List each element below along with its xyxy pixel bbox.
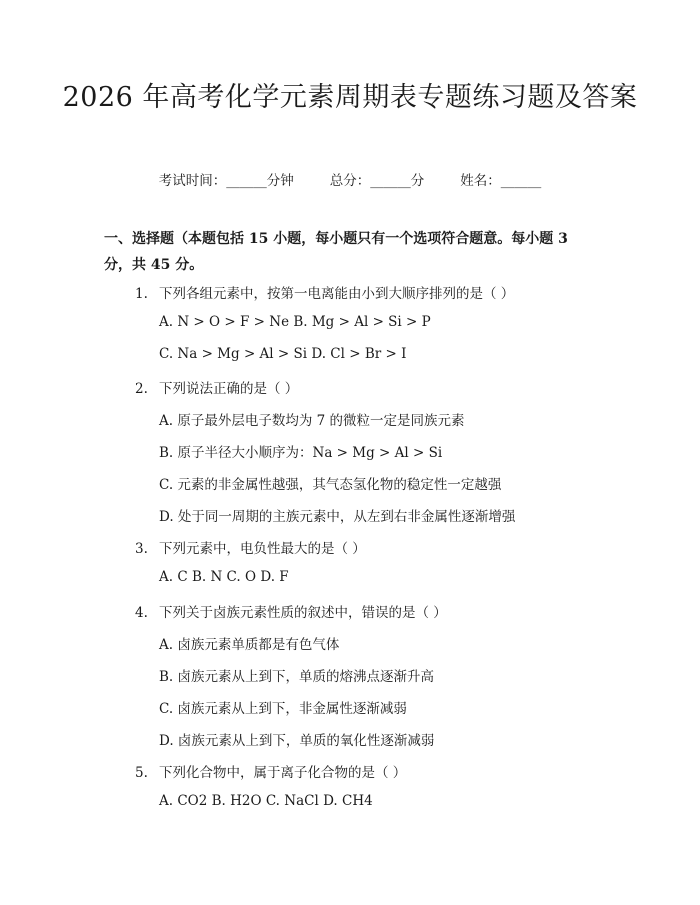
question-number: 5. (135, 765, 148, 781)
exam-time: 考试时间：______分钟 (158, 173, 294, 189)
question-4-option-c: C. 卤族元素从上到下，非金属性逐渐减弱 (159, 701, 407, 717)
question-4-option-b: B. 卤族元素从上到下，单质的熔沸点逐渐升高 (159, 669, 435, 685)
section-heading: 一、选择题（本题包括 15 小题，每小题只有一个选项符合题意。每小题 3 分，共 45 分。 (104, 231, 568, 273)
question-2-option-c: C. 元素的非金属性越强，其气态氢化物的稳定性一定越强 (159, 477, 502, 493)
exam-info (0, 169, 700, 189)
question-4 (135, 601, 447, 621)
question-2-option-d: D. 处于同一周期的主族元素中，从左到右非金属性逐渐增强 (159, 509, 516, 525)
question-2-option-b: B. 原子半径大小顺序为：Na > Mg > Al > Si (159, 445, 443, 461)
question-4-option-d: D. 卤族元素从上到下，单质的氧化性逐渐减弱 (159, 733, 435, 749)
question-text: 下列说法正确的是（ ） (159, 381, 299, 397)
question-5 (135, 761, 406, 781)
question-text: 下列元素中，电负性最大的是（ ） (159, 541, 366, 557)
exam-name: 姓名：______ (460, 173, 542, 189)
exam-score: 总分：______分 (329, 173, 425, 189)
question-text: 下列化合物中，属于离子化合物的是（ ） (159, 765, 407, 781)
question-1 (135, 282, 514, 302)
question-number: 4. (135, 605, 148, 621)
question-1-options-cd: C. Na > Mg > Al > Si D. Cl > Br > I (159, 346, 407, 362)
question-number: 2. (135, 381, 148, 397)
question-3-options: A. C B. N C. O D. F (159, 569, 289, 585)
question-5-options: A. CO2 B. H2O C. NaCl D. CH4 (159, 793, 373, 809)
question-1-options-ab: A. N > O > F > Ne B. Mg > Al > Si > P (159, 314, 431, 330)
question-number: 1. (135, 286, 148, 302)
question-3 (135, 537, 366, 557)
question-number: 3. (135, 541, 148, 557)
question-4-option-a: A. 卤族元素单质都是有色气体 (159, 637, 340, 653)
question-2 (135, 377, 298, 397)
page-title: 2026 年高考化学元素周期表专题练习题及答案 (62, 82, 638, 113)
question-text: 下列关于卤族元素性质的叙述中，错误的是（ ） (159, 605, 447, 621)
question-2-option-a: A. 原子最外层电子数均为 7 的微粒一定是同族元素 (159, 413, 465, 429)
question-text: 下列各组元素中，按第一电离能由小到大顺序排列的是（ ） (159, 286, 515, 302)
